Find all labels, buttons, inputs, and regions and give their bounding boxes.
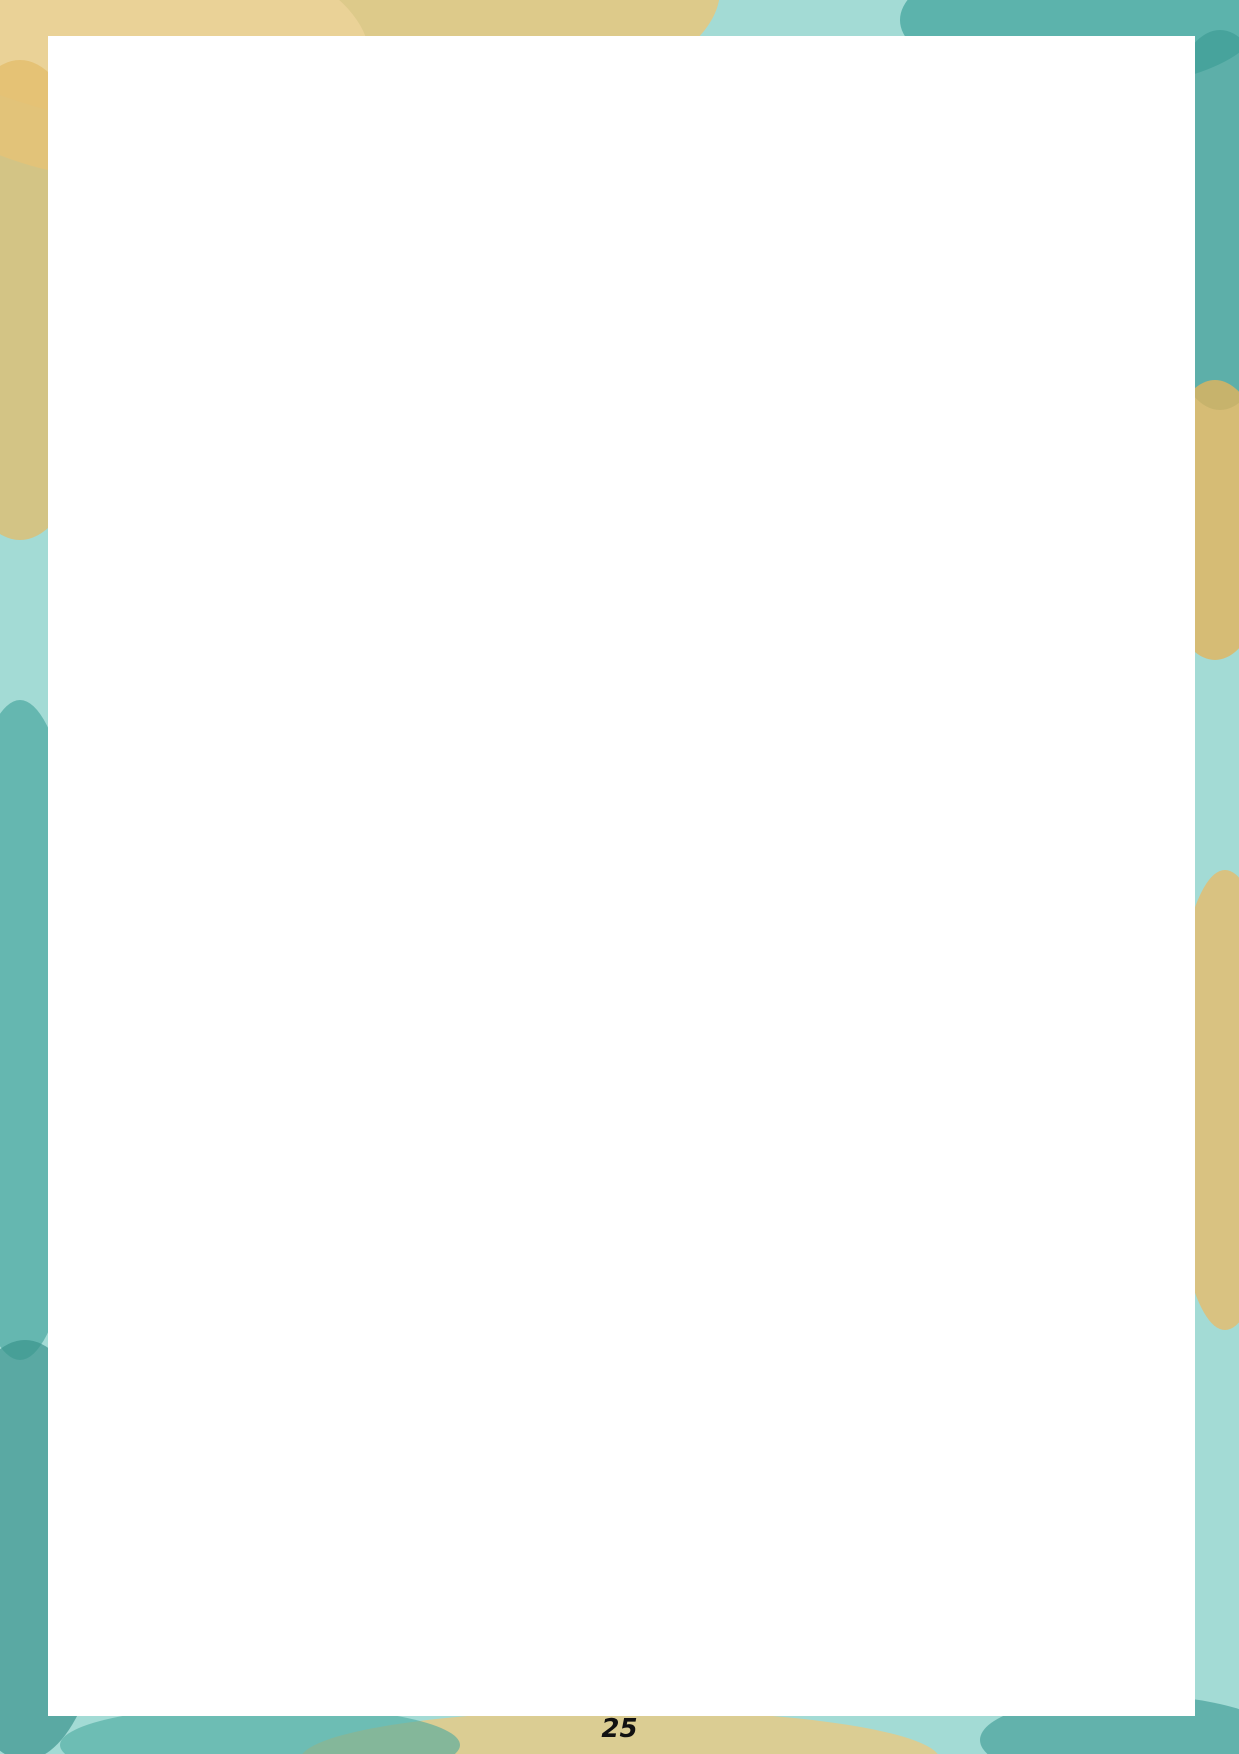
page-number: 25 xyxy=(601,1714,638,1744)
page-sheet xyxy=(48,36,1195,1716)
